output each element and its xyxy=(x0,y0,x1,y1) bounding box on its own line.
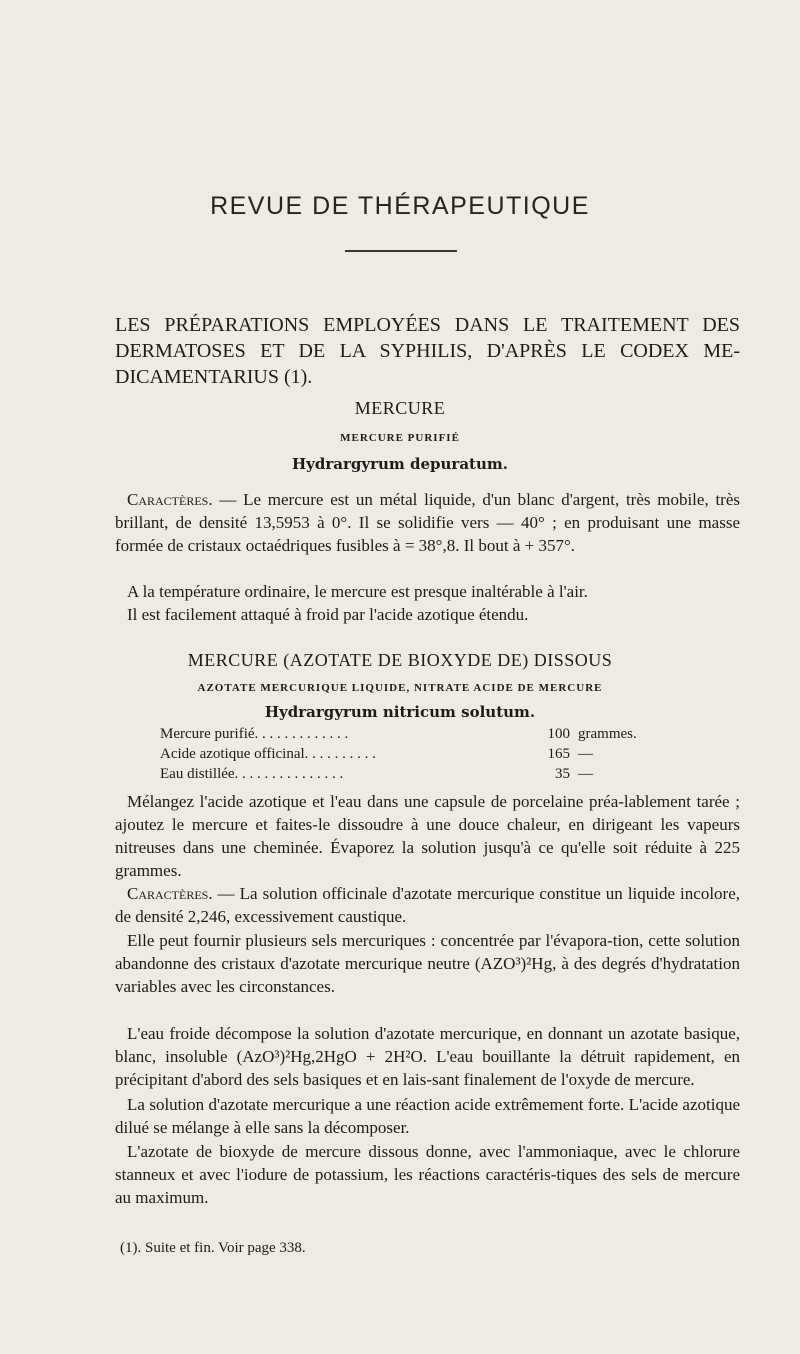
ingredient-unit: — xyxy=(578,746,593,762)
recipe-row xyxy=(160,746,680,766)
heading-mercure: MERCURE xyxy=(354,398,446,418)
caracteres-label: Caractères. xyxy=(127,490,213,509)
footnote: (1). Suite et fin. Voir page 338. xyxy=(120,1240,306,1256)
ingredient-name: Mercure purifié. . . . . . . . . . . . . xyxy=(160,726,349,742)
caracteres-text: — Le mercure est un métal liquide, d'un blanc d'argent, très mobile, très brillant, de densité 13,5953 à 0°. Il se solidifie vers — 40° ; en produisant une masse formée de cristaux octaédriques fusibles à = 38°,8. Il bout à + 357°. xyxy=(115,490,740,555)
latin-name-2: Hydrargyrum nitricum solutum. xyxy=(264,703,536,721)
ingredient-qty: 35 xyxy=(555,766,570,782)
paragraph-preparation: Mélangez l'acide azotique et l'eau dans une capsule de porcelaine préa-lablement tarée ; ajoutez le mercure et faites-le dissoudre à une douce chaleur, en dirigeant les vapeurs nitreuses dans une cheminée. Évaporez la solution jusqu'à ce qu'elle soit réduite à 225 grammes. xyxy=(115,792,740,880)
paragraph-reactions: L'azotate de bioxyde de mercure dissous donne, avec l'ammoniaque, avec le chlorure stanneux et avec l'iodure de potassium, les réactions caractéris-tiques des sels de mercure au maximum. xyxy=(115,1142,740,1207)
subheading-mercure-purifie: MERCURE PURIFIÉ xyxy=(340,432,460,444)
caracteres-text: — La solution officinale d'azotate mercurique constitue un liquide incolore, de densité 2,246, excessivement caustique. xyxy=(115,884,740,926)
paragraph-sels: Elle peut fournir plusieurs sels mercuriques : concentrée par l'évapora-tion, cette solution abandonne des cristaux d'azotate mercurique neutre (AZO³)²Hg, à des degrés d'hydratation variables avec les circonstances. xyxy=(115,931,740,996)
recipe-row xyxy=(160,766,680,786)
ingredient-name: Acide azotique officinal. . . . . . . . . . xyxy=(160,746,376,762)
ingredient-name: Eau distillée. . . . . . . . . . . . . . . xyxy=(160,766,344,782)
paragraph-reaction-acide: La solution d'azotate mercurique a une réaction acide extrêmement forte. L'acide azotique dilué se mélange à elle sans la décomposer. xyxy=(115,1095,740,1137)
section-title: REVUE DE THÉRAPEUTIQUE xyxy=(210,192,590,220)
paragraph-eau-froide: L'eau froide décompose la solution d'azotate mercurique, en donnant un azotate basique, blanc, insoluble (AzO³)²Hg,2HgO + 2H²O. L'eau bouillante la détruit rapidement, en précipitant d'abord des sels basiques et en lais-sant finalement de l'oxyde de mercure. xyxy=(115,1024,740,1089)
paragraph-attaque: Il est facilement attaqué à froid par l'acide azotique étendu. xyxy=(127,605,529,624)
article-title: LES PRÉPARATIONS EMPLOYÉES DANS LE TRAITEMENT DES DERMATOSES ET DE LA SYPHILIS, D'APRÈS LE CODEX ME-DICAMENTARIUS (1). xyxy=(115,314,740,388)
paragraph-temperature: A la température ordinaire, le mercure est presque inaltérable à l'air. xyxy=(127,582,588,601)
paragraph-caracteres-2 xyxy=(115,882,740,928)
ingredient-unit: grammes. xyxy=(578,726,637,742)
recipe-table xyxy=(160,726,680,786)
ingredient-qty: 100 xyxy=(547,726,570,742)
ingredient-qty: 165 xyxy=(547,746,570,762)
ingredient-unit: — xyxy=(578,766,593,782)
recipe-row xyxy=(160,726,680,746)
paragraph-caracteres-1 xyxy=(115,488,740,557)
heading-azotate: MERCURE (AZOTATE DE BIOXYDE DE) DISSOUS xyxy=(187,650,613,670)
caracteres-label: Caractères. xyxy=(127,884,213,903)
latin-name-1: Hydrargyrum depuratum. xyxy=(292,455,508,473)
title-rule xyxy=(345,250,457,252)
subheading-azotate: AZOTATE MERCURIQUE LIQUIDE, NITRATE ACIDE DE MERCURE xyxy=(197,682,603,694)
